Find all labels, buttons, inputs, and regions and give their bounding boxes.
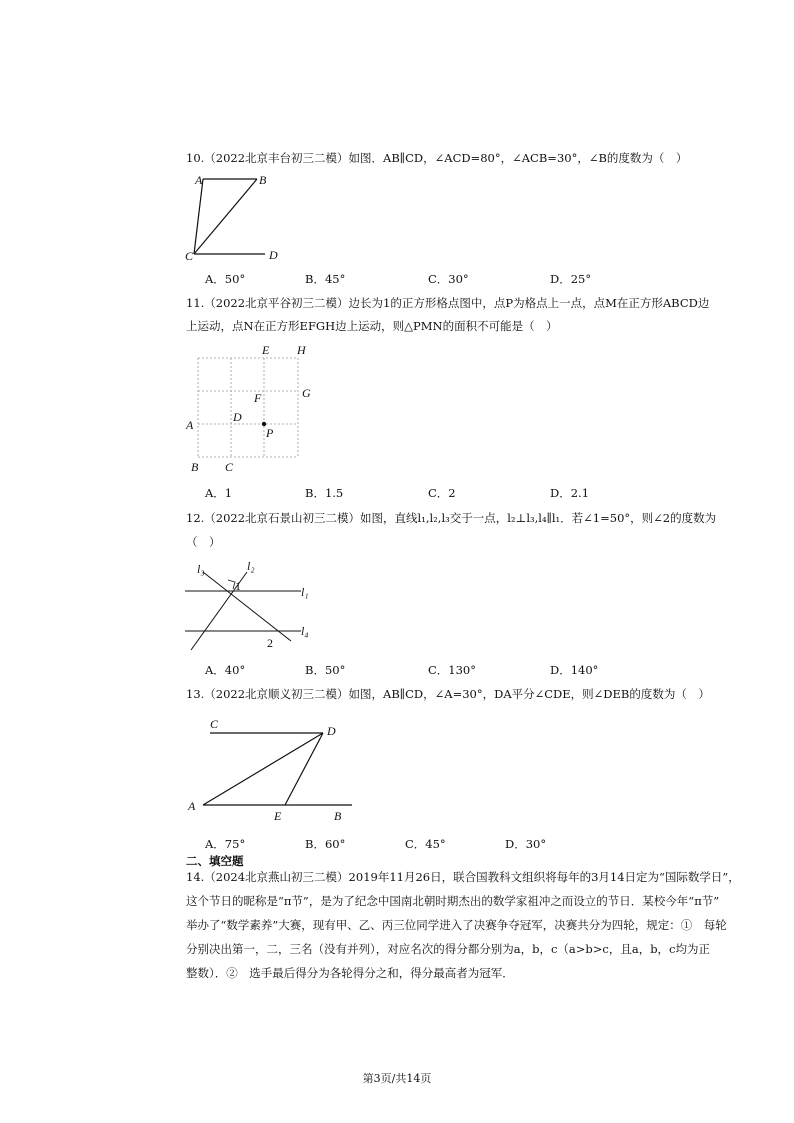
q11-label-d: D (233, 410, 242, 424)
q13-option-a: A．75° (205, 837, 246, 851)
page-number: 第3页/共14页 (362, 1072, 432, 1085)
q11-label-a: A (186, 418, 194, 432)
q13-figure (185, 712, 360, 827)
q11-label-f: F (254, 391, 262, 405)
q11-stem-line1: 11.（2022北京平谷初三二模）边长为1的正方形格点图中，点P为格点上一点，点M在正方形ABCD边 (186, 296, 710, 310)
q12-option-c: C．130° (428, 663, 476, 677)
q13-label-d: D (327, 724, 336, 738)
q13-option-c: C．45° (405, 837, 446, 851)
q10-option-a: A．50° (205, 272, 246, 286)
q12-option-d: D．140° (550, 663, 599, 677)
q10-label-c: C (185, 249, 194, 263)
q11-option-b: B．1.5 (305, 486, 344, 500)
q10-label-d: D (269, 248, 278, 262)
q11-label-p: P (266, 426, 274, 440)
q12-lines-figure (183, 555, 333, 655)
q12-option-b: B．50° (305, 663, 346, 677)
q11-stem-line2: 上运动，点N在正方形EFGH边上运动，则△PMN的面积不可能是（ ） (186, 319, 558, 333)
q10-label-b: B (259, 173, 267, 187)
q14-line-1: 14.（2024北京燕山初三二模）2019年11月26日，联合国教科文组织将每年的3月14日定为“国际数学日”， (186, 870, 740, 884)
q12-angle-2: 2 (267, 636, 273, 650)
q10-option-b: B．45° (305, 272, 346, 286)
q11-label-c: C (225, 460, 234, 474)
q11-label-e: E (262, 343, 270, 357)
q10-label-a: A (195, 173, 203, 187)
q13-stem: 13.（2022北京顺义初三二模）如图，AB∥CD，∠A=30°，DA平分∠CDE，则∠DEB的度数为（ ） (186, 687, 710, 701)
q14-line-2: 这个节日的昵称是“π节”，是为了纪念中国南北朝时期杰出的数学家祖冲之而设立的节日．某校今年“π节” (186, 894, 720, 908)
q11-grid-figure (185, 340, 325, 475)
q13-label-b: B (334, 809, 342, 823)
q13-label-a: A (188, 799, 196, 813)
q11-label-h: H (297, 343, 306, 357)
q13-label-c: C (210, 717, 219, 731)
q12-label-l3: l₃ (197, 562, 205, 576)
q13-label-e: E (274, 809, 282, 823)
q10-option-d: D．25° (550, 272, 592, 286)
q12-stem-line2: （ ） (186, 535, 221, 549)
q11-label-b: B (191, 460, 199, 474)
q10-figure (185, 170, 295, 265)
q12-label-l4: l₄ (301, 624, 309, 638)
q12-angle-1: 1 (235, 579, 241, 593)
q14-line-3: 举办了“数学素养”大赛，现有甲、乙、丙三位同学进入了决赛争夺冠军，决赛共分为四轮，规定：① 每轮 (186, 918, 727, 932)
q12-label-l1: l₁ (301, 585, 309, 599)
q13-option-b: B．60° (305, 837, 346, 851)
q12-stem-line1: 12.（2022北京石景山初三二模）如图，直线l₁,l₂,l₃交于一点，l₂⊥l₃,l₄∥l₁．若∠1=50°，则∠2的度数为 (186, 511, 717, 525)
q13-option-d: D．30° (505, 837, 547, 851)
q12-label-l2: l₂ (247, 559, 255, 573)
section-heading-fill-blank: 二、填空题 (186, 854, 244, 868)
q11-label-g: G (302, 386, 311, 400)
q10-stem: 10.（2022北京丰台初三二模）如图．AB∥CD，∠ACD=80°，∠ACB=30°，∠B的度数为（ ） (186, 151, 688, 165)
q14-line-4: 分别决出第一，二，三名（没有并列），对应名次的得分都分别为a，b，c（a>b>c，且a，b，c均为正 (186, 942, 710, 956)
q10-option-c: C．30° (428, 272, 469, 286)
q11-option-c: C．2 (428, 486, 456, 500)
q11-option-d: D．2.1 (550, 486, 590, 500)
q14-line-5: 整数）．② 选手最后得分为各轮得分之和，得分最高者为冠军． (186, 966, 514, 980)
q11-option-a: A．1 (205, 486, 233, 500)
q12-option-a: A．40° (205, 663, 246, 677)
